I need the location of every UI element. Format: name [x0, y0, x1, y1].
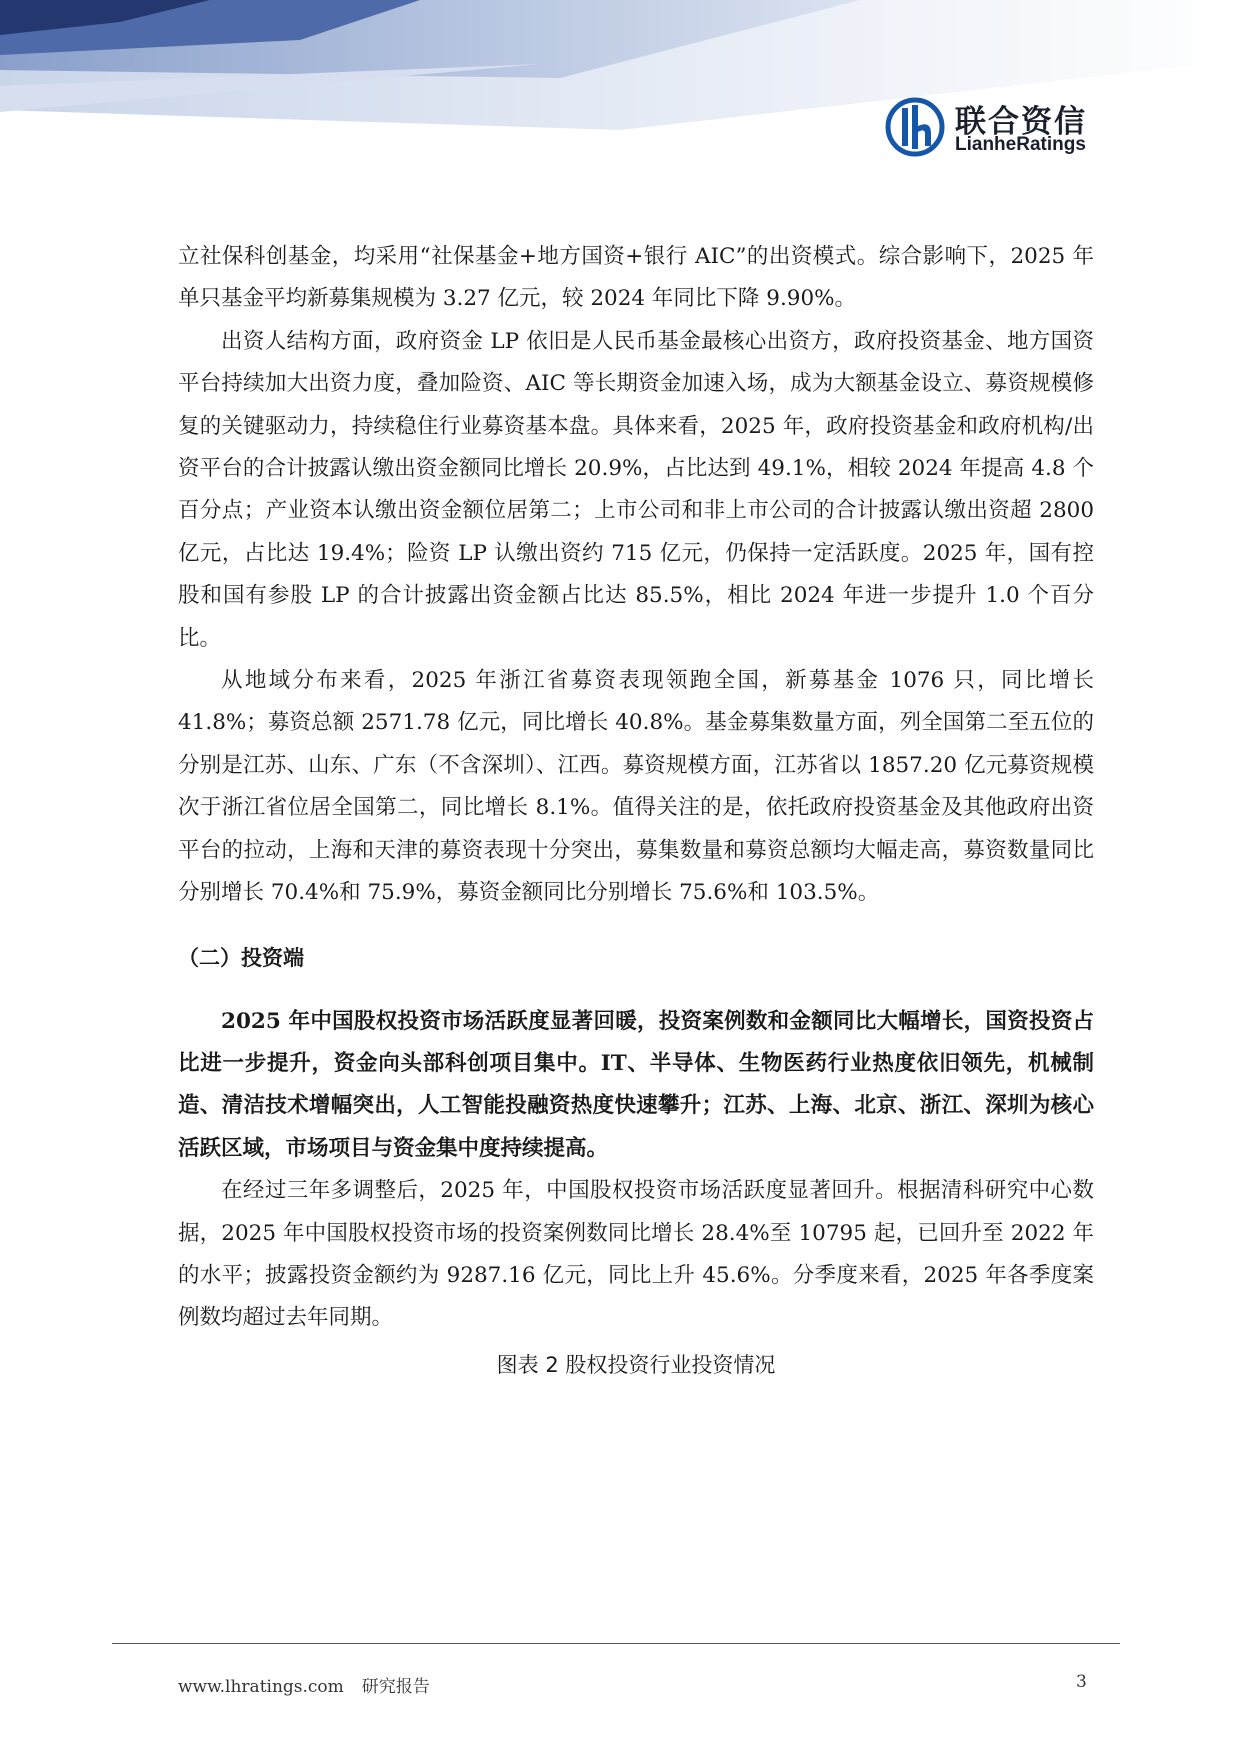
main-content — [178, 236, 1094, 1386]
section-heading-investment: （二）投资端 — [178, 945, 304, 970]
footer — [178, 1672, 430, 1697]
brand-name-cn: 联合资信 — [955, 104, 1087, 140]
paragraph-fund-size: 立社保科创基金，均采用“社保基金+地方国资+银行 AIC”的出资模式。综合影响下，2025 年单只基金平均新募集规模为 3.27 亿元，较 2024 年同比下降 9.90%。 — [178, 244, 1094, 312]
figure-caption: 图表 2 股权投资行业投资情况 — [496, 1352, 776, 1377]
paragraph-regional-distribution: 从地域分布来看，2025 年浙江省募资表现领跑全国，新募基金 1076 只，同比增长 41.8%；募资总额 2571.78 亿元，同比增长 40.8%。基金募集数量方面，列全国第二至五位的分别是江苏、山东、广东（不含深圳）、江西。募资规模方面，江苏省以 1857.20 亿元募资规模次于浙江省位居全国第二，同比增长 8.1%。值得关注的是，依托政府投资基金及其他政府出资平台的拉动，上海和天津的募资表现十分突出，募集数量和募资总额均大幅走高，募资数量同比分别增长 70.4%和 75.9%，募资金额同比分别增长 75.6%和 103.5%。 — [178, 668, 1094, 906]
brand-logo[interactable] — [885, 96, 1105, 160]
footer-website-link[interactable]: www.lhratings.com — [178, 1677, 344, 1697]
page-number: 3 — [1076, 1672, 1087, 1692]
summary-bold-paragraph: 2025 年中国股权投资市场活跃度显著回暖，投资案例数和金额同比大幅增长，国资投资占比进一步提升，资金向头部科创项目集中。IT、半导体、生物医药行业热度依旧领先，机械制造、清洁技术增幅突出，人工智能投融资热度快速攀升；江苏、上海、北京、浙江、深圳为核心活跃区域，市场项目与资金集中度持续提高。 — [178, 1008, 1094, 1161]
lianhe-logo-icon — [885, 96, 945, 158]
paragraph-investment-recovery: 在经过三年多调整后，2025 年，中国股权投资市场活跃度显著回升。根据清科研究中心数据，2025 年中国股权投资市场的投资案例数同比增长 28.4%至 10795 起，已回升至 2022 年的水平；披露投资金额约为 9287.16 亿元，同比上升 45.6%。分季度来看，2025 年各季度案例数均超过去年同期。 — [178, 1178, 1094, 1331]
paragraph-lp-structure: 出资人结构方面，政府资金 LP 依旧是人民币基金最核心出资方，政府投资基金、地方国资平台持续加大出资力度，叠加险资、AIC 等长期资金加速入场，成为大额基金设立、募资规模修复的关键驱动力，持续稳住行业募资基本盘。具体来看，2025 年，政府投资基金和政府机构/出资平台的合计披露认缴出资金额同比增长 20.9%，占比达到 49.1%，相较 2024 年提高 4.8 个百分点；产业资本认缴出资金额位居第二；上市公司和非上市公司的合计披露认缴出资超 2800 亿元，占比达 19.4%；险资 LP 认缴出资约 715 亿元，仍保持一定活跃度。2025 年，国有控股和国有参股 LP 的合计披露出资金额占比达 85.5%，相比 2024 年进一步提升 1.0 个百分比。 — [178, 328, 1094, 651]
brand-name-en: LianheRatings — [955, 134, 1086, 155]
footer-divider — [112, 1643, 1120, 1644]
footer-doc-type: 研究报告 — [361, 1677, 430, 1697]
